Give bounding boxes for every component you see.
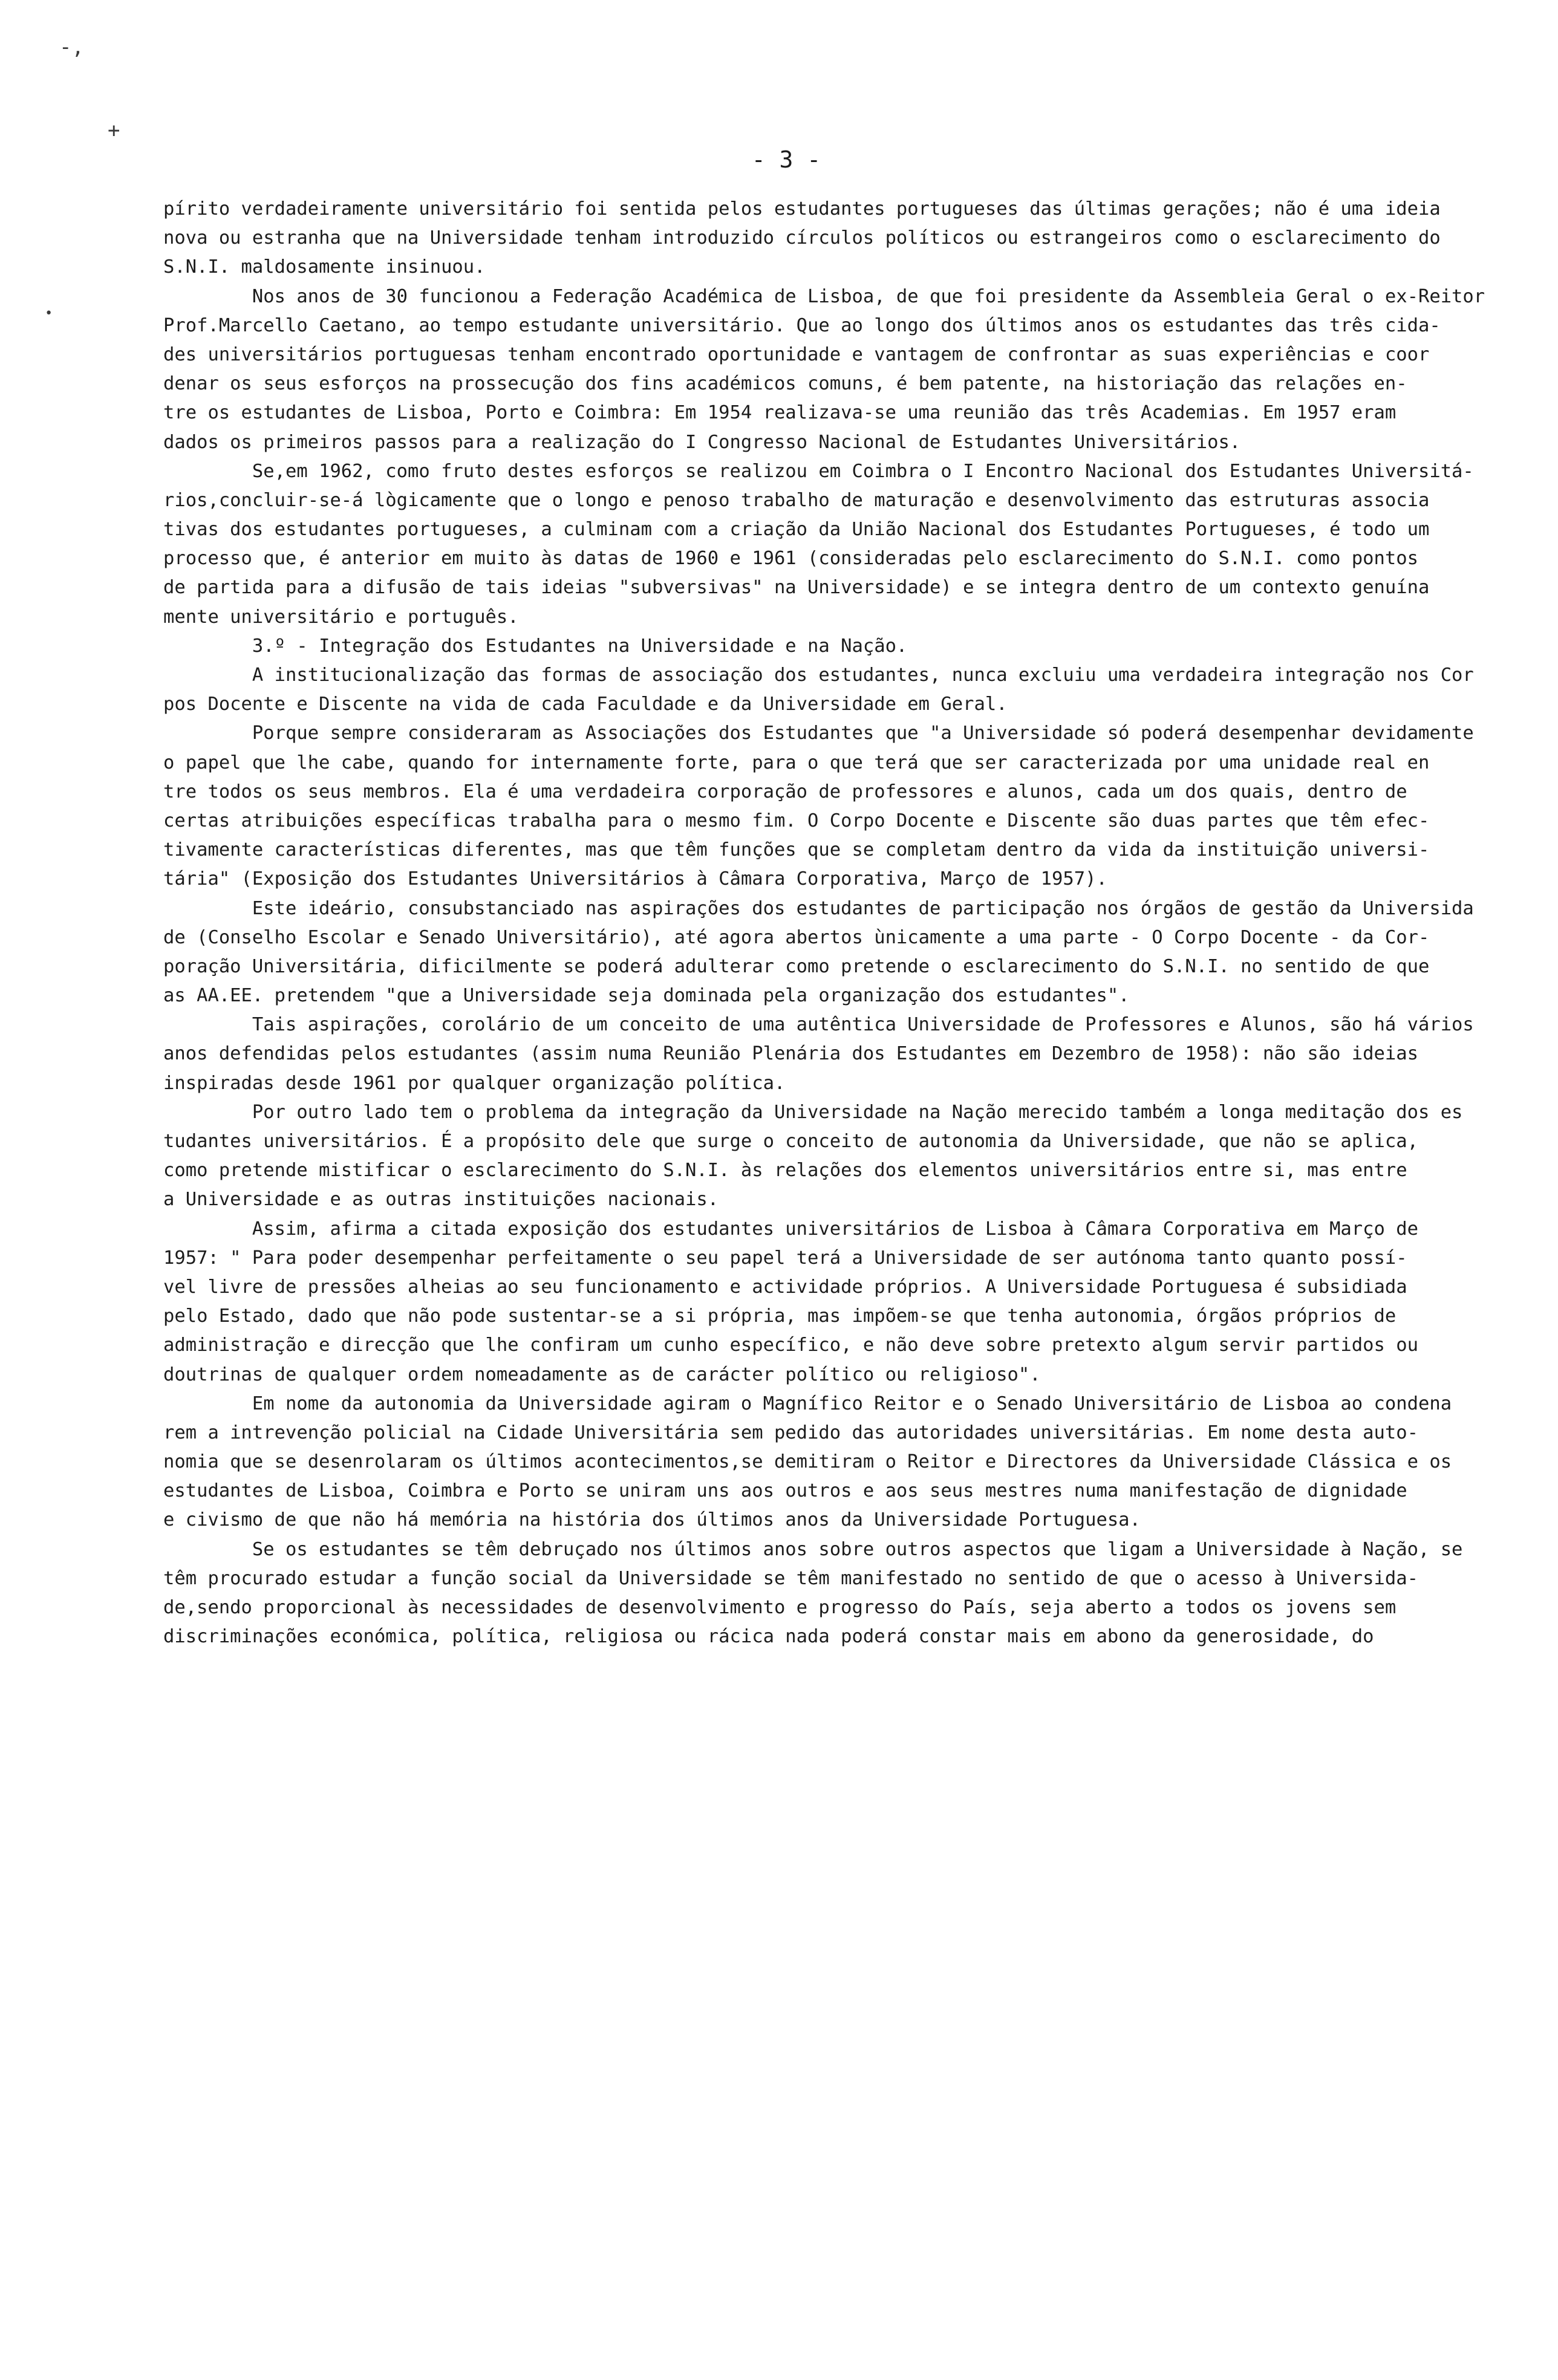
text-line: têm procurado estudar a função social da Universidade se têm manifestado no sentido de que o acesso à Universida- — [163, 1567, 1418, 1589]
text-line: de,sendo proporcional às necessidades de desenvolvimento e progresso do País, seja aberto a todos os jovens sem — [163, 1597, 1397, 1618]
text-line: tre os estudantes de Lisboa, Porto e Coimbra: Em 1954 realizava-se uma reunião das três Academias. Em 1957 eram — [163, 402, 1397, 424]
margin-mark: • — [45, 306, 53, 321]
text-line: tivas dos estudantes portugueses, a culminam com a criação da União Nacional dos Estudantes Portugueses, é todo um — [163, 519, 1430, 541]
text-line: des universitários portuguesas tenham encontrado oportunidade e vantagem de confrontar as suas experiências e coor — [163, 343, 1430, 365]
text-line: inspiradas desde 1961 por qualquer organização política. — [163, 1072, 786, 1094]
text-line: Por outro lado tem o problema da integração da Universidade na Nação merecido também a longa meditação dos es — [163, 1101, 1463, 1123]
text-line: Nos anos de 30 funcionou a Federação Académica de Lisboa, de que foi presidente da Assembleia Geral o ex-Reitor — [163, 285, 1485, 307]
text-line: pos Docente e Discente na vida de cada Faculdade e da Universidade em Geral. — [163, 694, 1008, 715]
text-line: doutrinas de qualquer ordem nomeadamente as de carácter político ou religioso". — [163, 1364, 1041, 1385]
text-line: Prof.Marcello Caetano, ao tempo estudante universitário. Que ao longo dos últimos anos os estudantes das três cida- — [163, 314, 1441, 336]
text-line: Se,em 1962, como fruto destes esforços se realizou em Coimbra o I Encontro Nacional dos Estudantes Universitá- — [163, 460, 1474, 482]
margin-mark: + — [108, 119, 120, 143]
text-line: discriminações económica, política, religiosa ou rácica nada poderá constar mais em abono da generosidade, do — [163, 1626, 1374, 1648]
text-line: Este ideário, consubstanciado nas aspirações dos estudantes de participação nos órgãos de gestão da Universida — [163, 897, 1474, 919]
text-line: Em nome da autonomia da Universidade agiram o Magnífico Reitor e o Senado Universitário de Lisboa ao condena — [163, 1393, 1452, 1414]
text-line: certas atribuições específicas trabalha para o mesmo fim. O Corpo Docente e Discente são duas partes que têm efec- — [163, 810, 1430, 831]
text-line: Tais aspirações, corolário de um conceito de uma autêntica Universidade de Professores e Alunos, são há vários — [163, 1014, 1474, 1036]
section-heading: 3.º - Integração dos Estudantes na Universidade e na Nação. — [163, 635, 908, 657]
margin-mark: -, — [59, 35, 84, 59]
text-line: Porque sempre consideraram as Associações dos Estudantes que "a Universidade só poderá desempenhar devidamente — [163, 723, 1474, 744]
text-line: de partida para a difusão de tais ideias "subversivas" na Universidade) e se integra dentro de um contexto genuína — [163, 577, 1430, 599]
text-line: de (Conselho Escolar e Senado Universitário), até agora abertos ùnicamente a uma parte - O Corpo Docente - da Cor- — [163, 926, 1430, 948]
text-line: tária" (Exposição dos Estudantes Universitários à Câmara Corporativa, Março de 1957). — [163, 868, 1107, 890]
text-line: pelo Estado, dado que não pode sustentar-se a si própria, mas impõem-se que tenha autonomia, órgãos próprios de — [163, 1305, 1397, 1327]
document-body — [163, 195, 1485, 1651]
text-line: mente universitário e português. — [163, 606, 519, 628]
text-line: S.N.I. maldosamente insinuou. — [163, 256, 486, 278]
text-line: e civismo de que não há memória na história dos últimos anos da Universidade Portuguesa. — [163, 1509, 1141, 1531]
text-line: A institucionalização das formas de associação dos estudantes, nunca excluiu uma verdadeira integração nos Cor — [163, 665, 1474, 686]
text-line: administração e direcção que lhe confiram um cunho específico, e não deve sobre pretexto algum servir partidos ou — [163, 1335, 1418, 1356]
text-line: tre todos os seus membros. Ela é uma verdadeira corporação de professores e alunos, cada um dos quais, dentro de — [163, 781, 1407, 802]
text-line: processo que, é anterior em muito às datas de 1960 e 1961 (consideradas pelo esclarecimento do S.N.I. como pontos — [163, 548, 1418, 570]
text-line: pírito verdadeiramente universitário foi sentida pelos estudantes portugueses das últimas gerações; não é uma ideia — [163, 198, 1441, 219]
text-line: tudantes universitários. É a propósito dele que surge o conceito de autonomia da Universidade, que não se aplica, — [163, 1131, 1418, 1152]
text-line: denar os seus esforços na prossecução dos fins académicos comuns, é bem patente, na historiação das relações en- — [163, 373, 1407, 395]
text-line: as AA.EE. pretendem "que a Universidade seja dominada pela organização dos estudantes". — [163, 985, 1130, 1007]
text-line: estudantes de Lisboa, Coimbra e Porto se uniram uns aos outros e aos seus mestres numa manifestação de dignidade — [163, 1480, 1407, 1502]
text-line: 1957: " Para poder desempenhar perfeitamente o seu papel terá a Universidade de ser autónoma tanto quanto possí- — [163, 1247, 1407, 1269]
text-line: dados os primeiros passos para a realização do I Congresso Nacional de Estudantes Universitários. — [163, 431, 1241, 453]
text-line: nova ou estranha que na Universidade tenham introduzido círculos políticos ou estrangeiros como o esclarecimento do — [163, 227, 1441, 249]
text-line: o papel que lhe cabe, quando for internamente forte, para o que terá que ser caracterizada por uma unidade real en — [163, 752, 1430, 773]
text-line: anos defendidas pelos estudantes (assim numa Reunião Plenária dos Estudantes em Dezembro de 1958): não são ideias — [163, 1043, 1418, 1065]
text-line: a Universidade e as outras instituições nacionais. — [163, 1189, 719, 1211]
text-line: como pretende mistificar o esclarecimento do S.N.I. às relações dos elementos universitários entre si, mas entre — [163, 1160, 1407, 1182]
text-line: vel livre de pressões alheias ao seu funcionamento e actividade próprios. A Universidade Portuguesa é subsidiada — [163, 1276, 1407, 1298]
text-line: nomia que se desenrolaram os últimos acontecimentos,se demitiram o Reitor e Directores da Universidade Clássica e os — [163, 1451, 1452, 1473]
text-line: poração Universitária, dificilmente se poderá adulterar como pretende o esclarecimento do S.N.I. no sentido de que — [163, 955, 1430, 977]
text-line: Assim, afirma a citada exposição dos estudantes universitários de Lisboa à Câmara Corporativa em Março de — [163, 1218, 1418, 1240]
text-line: tivamente características diferentes, mas que têm funções que se completam dentro da vida da instituição universi- — [163, 839, 1430, 861]
text-line: rios,concluir-se-á lògicamente que o longo e penoso trabalho de maturação e desenvolvimento das estruturas associa — [163, 489, 1430, 511]
text-line: Se os estudantes se têm debruçado nos últimos anos sobre outros aspectos que ligam a Universidade à Nação, se — [163, 1538, 1463, 1560]
page-number: - 3 - — [751, 146, 821, 173]
text-line: rem a intrevenção policial na Cidade Universitária sem pedido das autoridades universitárias. Em nome desta auto- — [163, 1422, 1418, 1443]
